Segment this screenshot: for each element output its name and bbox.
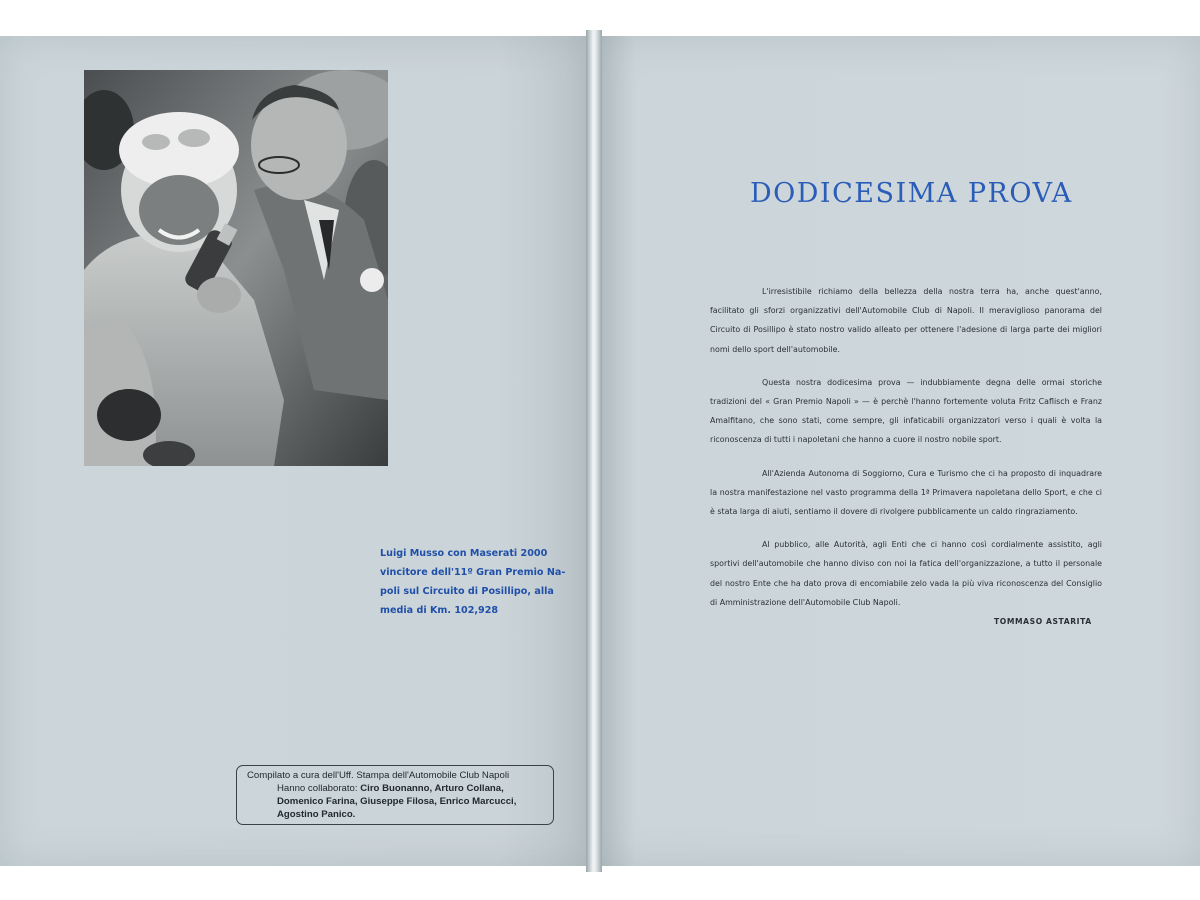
credits-compiled-by: Compilato a cura dell'Uff. Stampa dell'Automobile Club Napoli — [247, 770, 510, 781]
credits-names: Domenico Farina, Giuseppe Filosa, Enrico Marcucci, — [277, 796, 517, 807]
body-text — [710, 282, 1102, 626]
signature: TOMMASO ASTARITA — [994, 617, 1092, 626]
paragraph: Al pubblico, alle Autorità, agli Enti che ci hanno così cordialmente assistito, agli sportivi dell'automobile che hanno diviso con noi la fatica dell'organizzazione, a tutto il personale del nostro Ente che ha dato prova di encomiabile zelo vada la più viva riconoscenza del Consiglio di Amministrazione dell'Automobile Club Napoli. — [710, 540, 1102, 607]
photo-illustration — [84, 70, 388, 466]
credits-box — [236, 765, 554, 825]
paragraph: All'Azienda Autonoma di Soggiorno, Cura e Turismo che ci ha proposto di inquadrare la nostra manifestazione nel vasto programma della 1ª Primavera napoletana dello Sport, e che ci è stata larga di aiuti, sentiamo il dovere di rivolgere pubblicamente un caldo ringraziamento. — [710, 468, 1102, 517]
caption-line: poli sul Circuito di Posillipo, alla — [380, 586, 554, 597]
page-title: DODICESIMA PROVA — [750, 178, 1073, 209]
book-gutter — [586, 30, 602, 872]
photo-caption — [380, 544, 566, 620]
credits-collaborators-label: Hanno collaborato: — [277, 783, 358, 794]
paragraph: Questa nostra dodicesima prova — indubbiamente degna delle ormai storiche tradizioni del « Gran Premio Napoli » — è perchè l'hanno fortemente voluta Fritz Caflisch e Franz Amalfitano, che sono stati, come sempre, gli infaticabili organizzatori verso i quali è volta la riconoscenza di tutti i napoletani che hanno a cuore il nostro nobile sport. — [710, 377, 1102, 445]
credits-names: Ciro Buonanno, Arturo Collana, — [360, 783, 504, 794]
credits-names: Agostino Panico. — [277, 809, 356, 820]
credits-collaborators-line — [277, 783, 504, 794]
driver-interview-photo — [84, 70, 388, 466]
caption-line: Luigi Musso con Maserati 2000 — [380, 548, 548, 559]
caption-line: media di Km. 102,928 — [380, 605, 499, 616]
paragraph: L'irresistibile richiamo della bellezza della nostra terra ha, anche quest'anno, facilitato gli sforzi organizzativi dell'Automobile Club di Napoli. Il meraviglioso panorama del Circuito di Posillipo è stato nostro valido alleato per ottenere l'adesione di larga parte dei migliori nomi dello sport dell'automobile. — [710, 287, 1102, 354]
caption-line: vincitore dell'11º Gran Premio Na- — [380, 567, 566, 578]
